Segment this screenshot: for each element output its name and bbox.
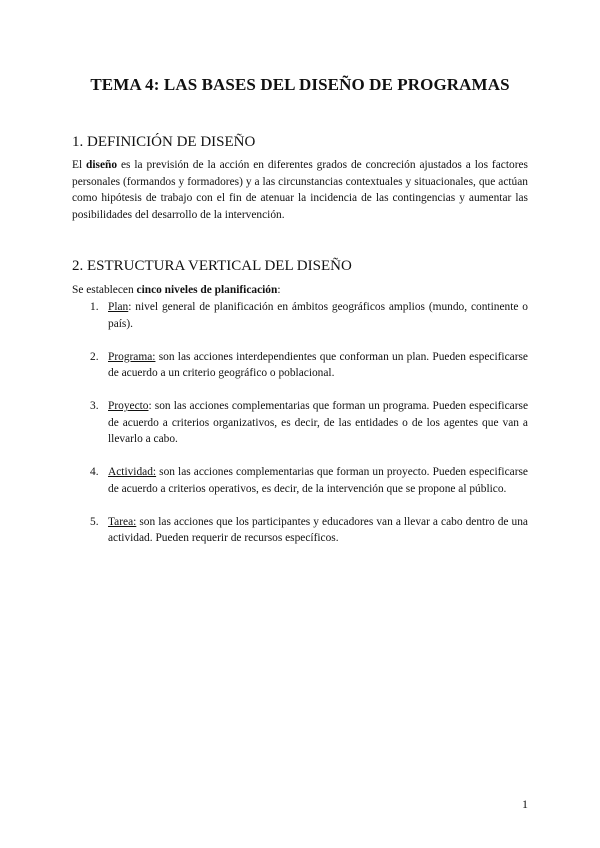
list-item-number: 1. (90, 301, 99, 313)
intro-prefix: Se establecen (72, 284, 137, 296)
list-item-number: 2. (90, 350, 99, 363)
definition-paragraph (72, 157, 528, 223)
definition-term: diseño (86, 159, 118, 171)
list-item-text: son las acciones interdependientes que conforman un plan. Pueden especificarse de acuerdo a un criterio geográfico o poblacional. (108, 350, 528, 379)
list-item-text: : son las acciones complementarias que forman un programa. Pueden especificarse de acuerdo a criterios organizativos, es decir, de las entidades o de los agentes que van a llevarlo a cabo. (108, 400, 528, 445)
intro-bold: cinco niveles de planificación (136, 284, 278, 296)
page-number: 1 (522, 797, 528, 811)
list-item-text: : nivel general de planificación en ámbitos geográficos amplios (mundo, continente o país). (108, 301, 528, 330)
list-item (72, 398, 528, 448)
list-item-term: Actividad: (108, 466, 157, 478)
list-item (72, 299, 528, 332)
list-item-term: Proyecto (108, 400, 149, 412)
definition-text: es la previsión de la acción en diferentes grados de concreción ajustados a los factores personales (formandos y formadores) y a las circunstancias contextuales y situacionales, que actúan como hipótesis de trabajo con el fin de atenuar la incidencia de las contingencias y aumentar las posibilidades del desarrollo de la intervención. (72, 159, 528, 221)
section-heading-definition: 1. DEFINICIÓN DE DISEÑO (72, 134, 256, 150)
list-item-term: Tarea: (108, 515, 137, 528)
list-item-text: son las acciones que los participantes y educadores van a llevar a cabo dentro de una actividad. Pueden requerir de recursos específicos. (108, 515, 528, 544)
list-item (72, 464, 528, 497)
list-item-text: son las acciones complementarias que forman un proyecto. Pueden especificarse de acuerdo a criterios operativos, es decir, de la intervención que se propone al público. (108, 466, 528, 495)
intro-suffix: : (277, 284, 281, 296)
list-item-number: 3. (90, 400, 99, 412)
list-item-term: Plan (108, 301, 129, 313)
list-item (72, 349, 528, 382)
document-title: TEMA 4: LAS BASES DEL DISEÑO DE PROGRAMAS (90, 75, 510, 94)
structure-intro (72, 282, 528, 299)
list-item-number: 4. (90, 466, 99, 478)
planning-levels-list (72, 299, 528, 563)
list-item-number: 5. (90, 515, 99, 528)
list-item-term: Programa: (108, 350, 156, 363)
section-heading-structure: 2. ESTRUCTURA VERTICAL DEL DISEÑO (72, 258, 352, 274)
list-item (72, 514, 528, 547)
definition-prefix: El (72, 159, 87, 171)
